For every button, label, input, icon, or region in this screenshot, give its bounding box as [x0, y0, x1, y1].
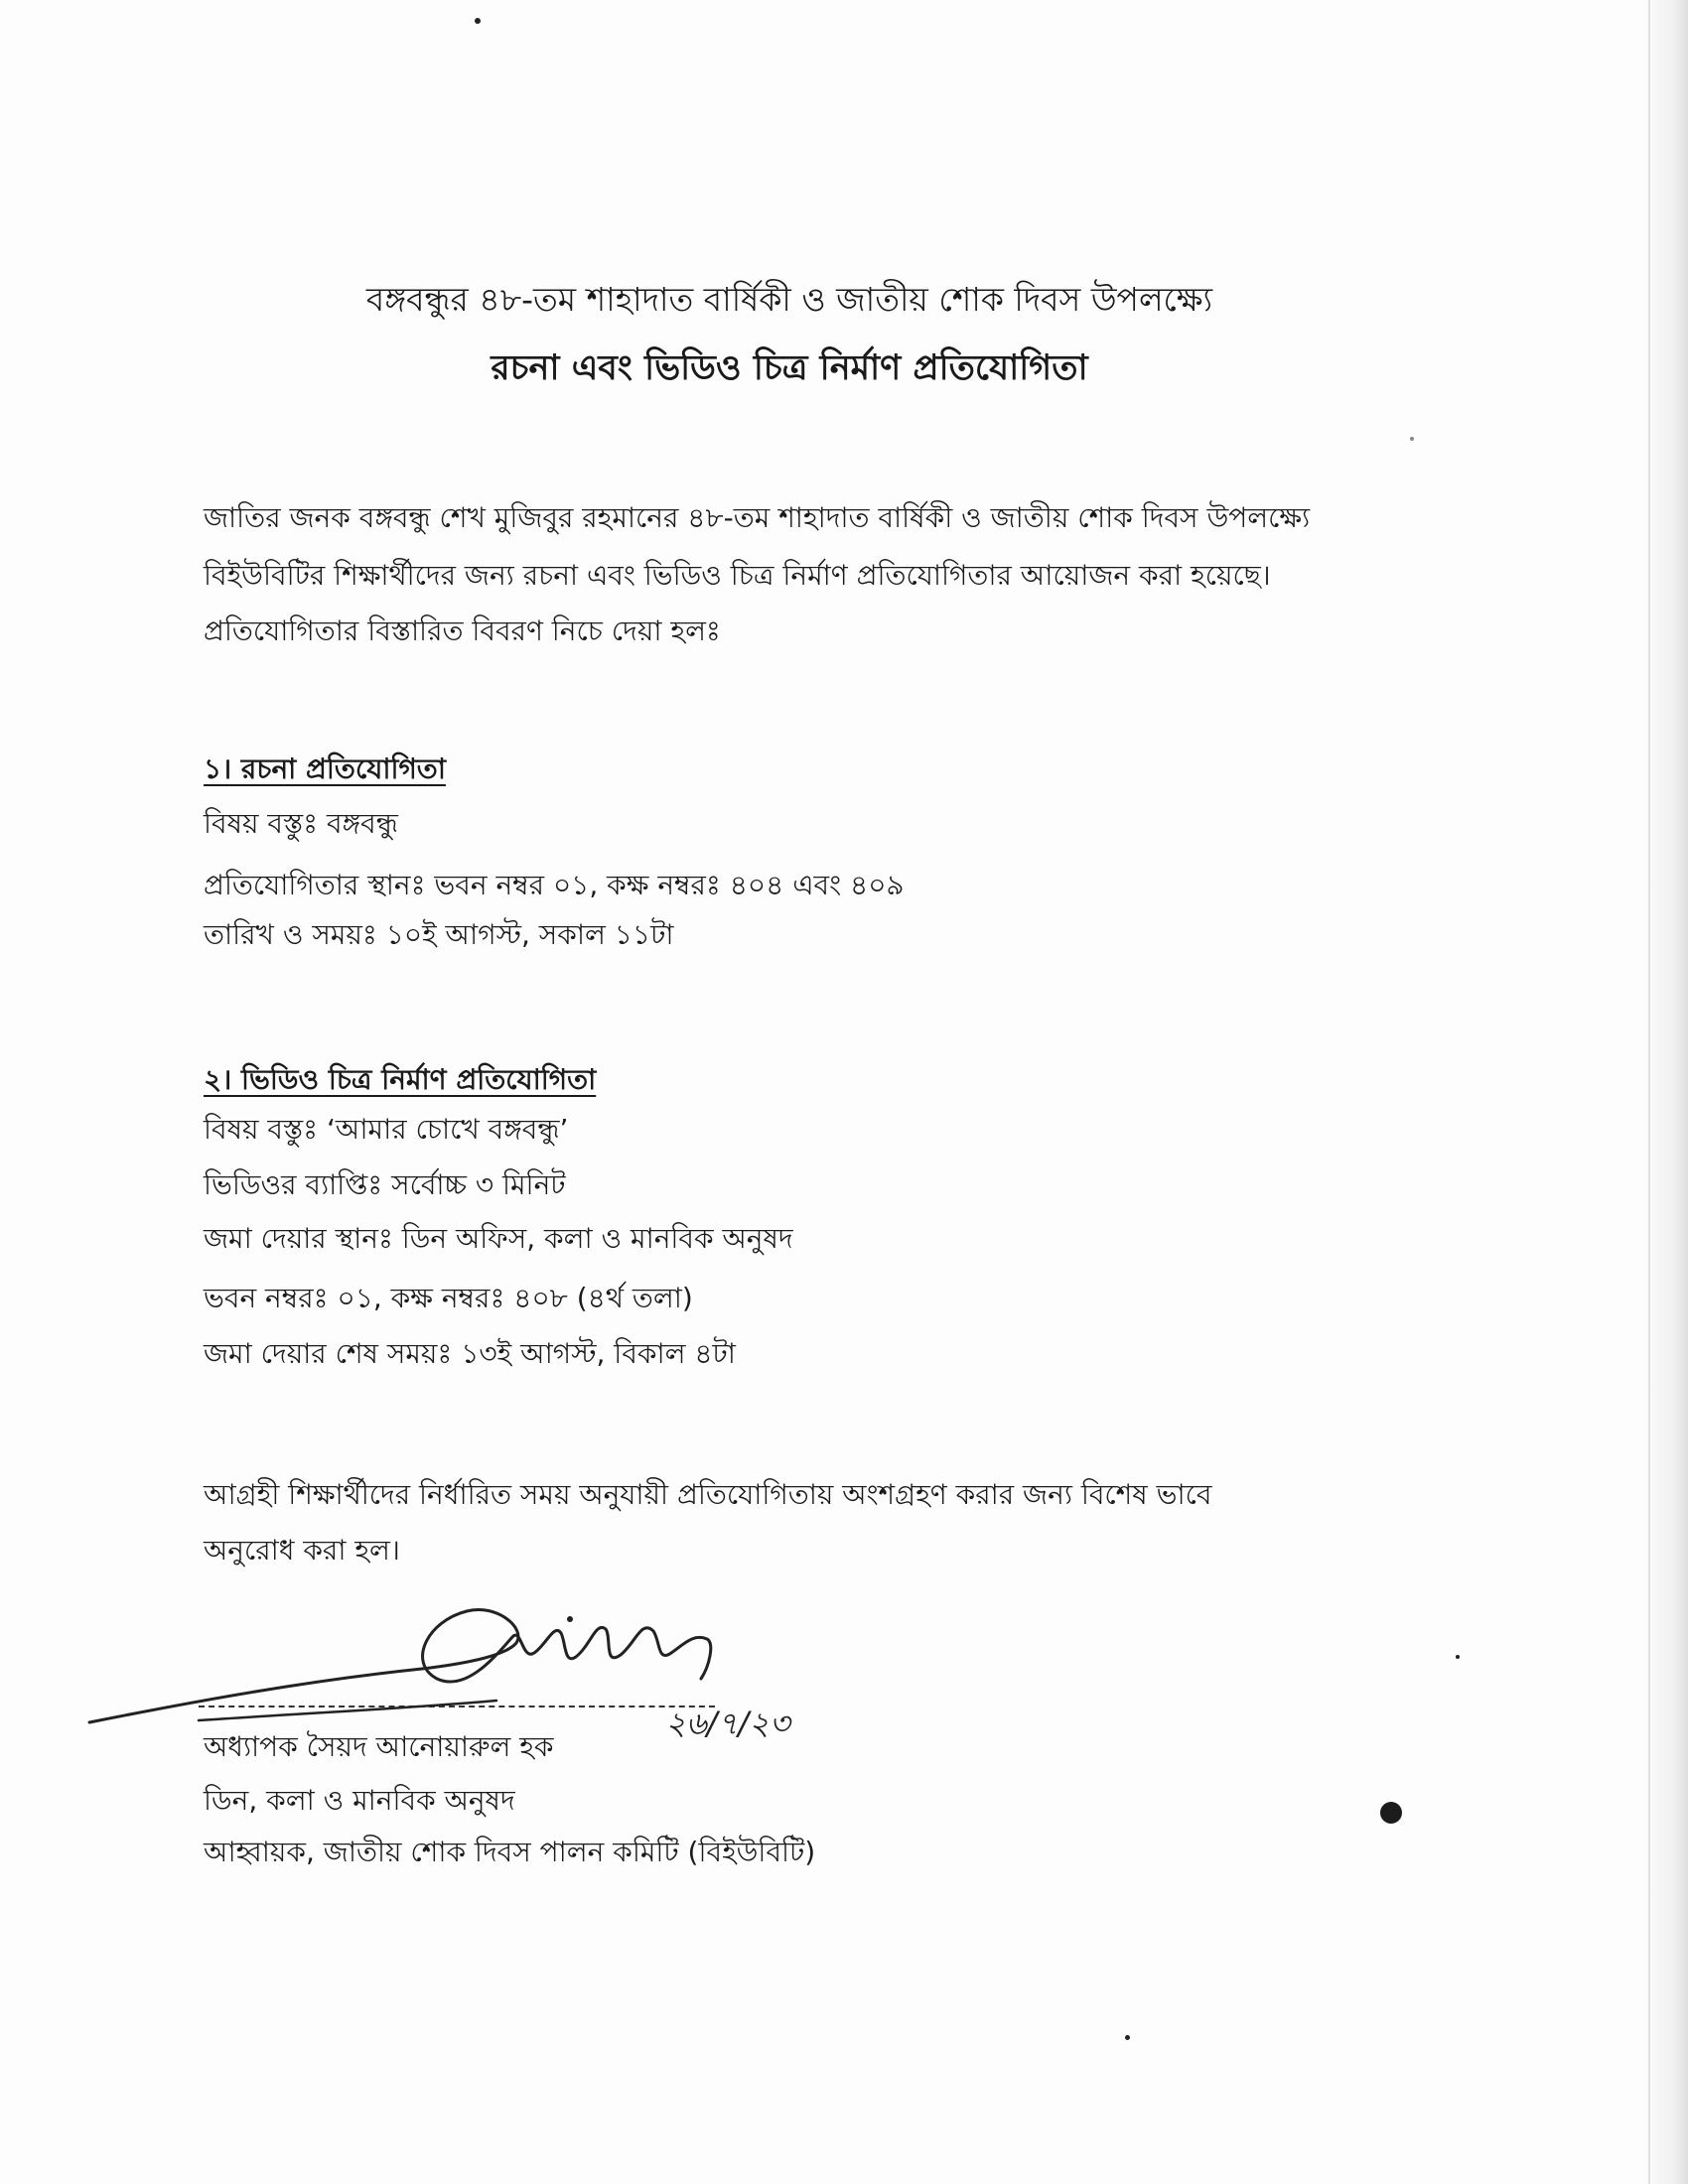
scan-speck: [475, 18, 481, 24]
signature-handwritten-date: ২৬/৭/২৩: [665, 1705, 790, 1742]
section-2-room: ভবন নম্বরঃ ০১, কক্ষ নম্বরঃ ৪০৮ (৪র্থ তলা): [204, 1282, 693, 1314]
closing-line-2: অনুরোধ করা হল।: [204, 1534, 400, 1567]
scan-speck: [1125, 2035, 1130, 2040]
intro-line-3: প্রতিযোগিতার বিস্তারিত বিবরণ নিচে দেয়া হলঃ: [204, 614, 721, 647]
signatory-title-2: আহ্বায়ক, জাতীয় শোক দিবস পালন কমিটি (বিইউবিটি): [204, 1836, 816, 1868]
signatory-title-1: ডিন, কলা ও মানবিক অনুষদ: [204, 1784, 515, 1817]
document-title-line-1: বঙ্গবন্ধুর ৪৮-তম শাহাদাত বার্ষিকী ও জাতীয় শোক দিবস উপলক্ষ্যে: [365, 280, 1213, 319]
signatory-name: অধ্যাপক সৈয়দ আনোয়ারুল হক: [204, 1730, 554, 1763]
document-title-line-2: রচনা এবং ভিডিও চিত্র নির্মাণ প্রতিযোগিতা: [491, 348, 1088, 388]
scan-speck: [1456, 1655, 1460, 1659]
intro-line-2: বিইউবিটির শিক্ষার্থীদের জন্য রচনা এবং ভিডিও চিত্র নির্মাণ প্রতিযোগিতার আয়োজন করা হয়েছে।: [204, 559, 1271, 592]
section-1-venue: প্রতিযোগিতার স্থানঃ ভবন নম্বর ০১, কক্ষ নম্বরঃ ৪০৪ এবং ৪০৯: [204, 869, 905, 901]
page-edge-line: [1648, 0, 1650, 2184]
section-2-submission-place: জমা দেয়ার স্থানঃ ডিন অফিস, কলা ও মানবিক অনুষদ: [204, 1222, 793, 1255]
section-2-duration: ভিডিওর ব্যাপ্তিঃ সর্বোচ্চ ৩ মিনিট: [204, 1168, 566, 1201]
closing-line-1: আগ্রহী শিক্ষার্থীদের নির্ধারিত সময় অনুযায়ী প্রতিযোগিতায় অংশগ্রহণ করার জন্য বিশেষ ভাবে: [204, 1478, 1212, 1511]
section-2-deadline: জমা দেয়ার শেষ সময়ঃ ১৩ই আগস্ট, বিকাল ৪টা: [204, 1337, 736, 1370]
intro-line-1: জাতির জনক বঙ্গবন্ধু শেখ মুজিবুর রহমানের ৪৮-তম শাহাদাত বার্ষিকী ও জাতীয় শোক দিবস উপলক্ষ্যে: [204, 501, 1311, 534]
section-2-heading: ২। ভিডিও চিত্র নির্মাণ প্রতিযোগিতা: [204, 1063, 597, 1096]
section-1-heading: ১। রচনা প্রতিযোগিতা: [204, 752, 446, 785]
section-2-subject: বিষয় বস্তুঃ ‘আমার চোখে বঙ্গবন্ধু’: [204, 1113, 569, 1146]
section-1-datetime: তারিখ ও সময়ঃ ১০ই আগস্ট, সকাল ১১টা: [204, 918, 674, 951]
section-1-subject: বিষয় বস্তুঃ বঙ্গবন্ধু: [204, 807, 398, 840]
scan-speck: [1410, 437, 1414, 441]
scan-speck: [1380, 1802, 1402, 1824]
